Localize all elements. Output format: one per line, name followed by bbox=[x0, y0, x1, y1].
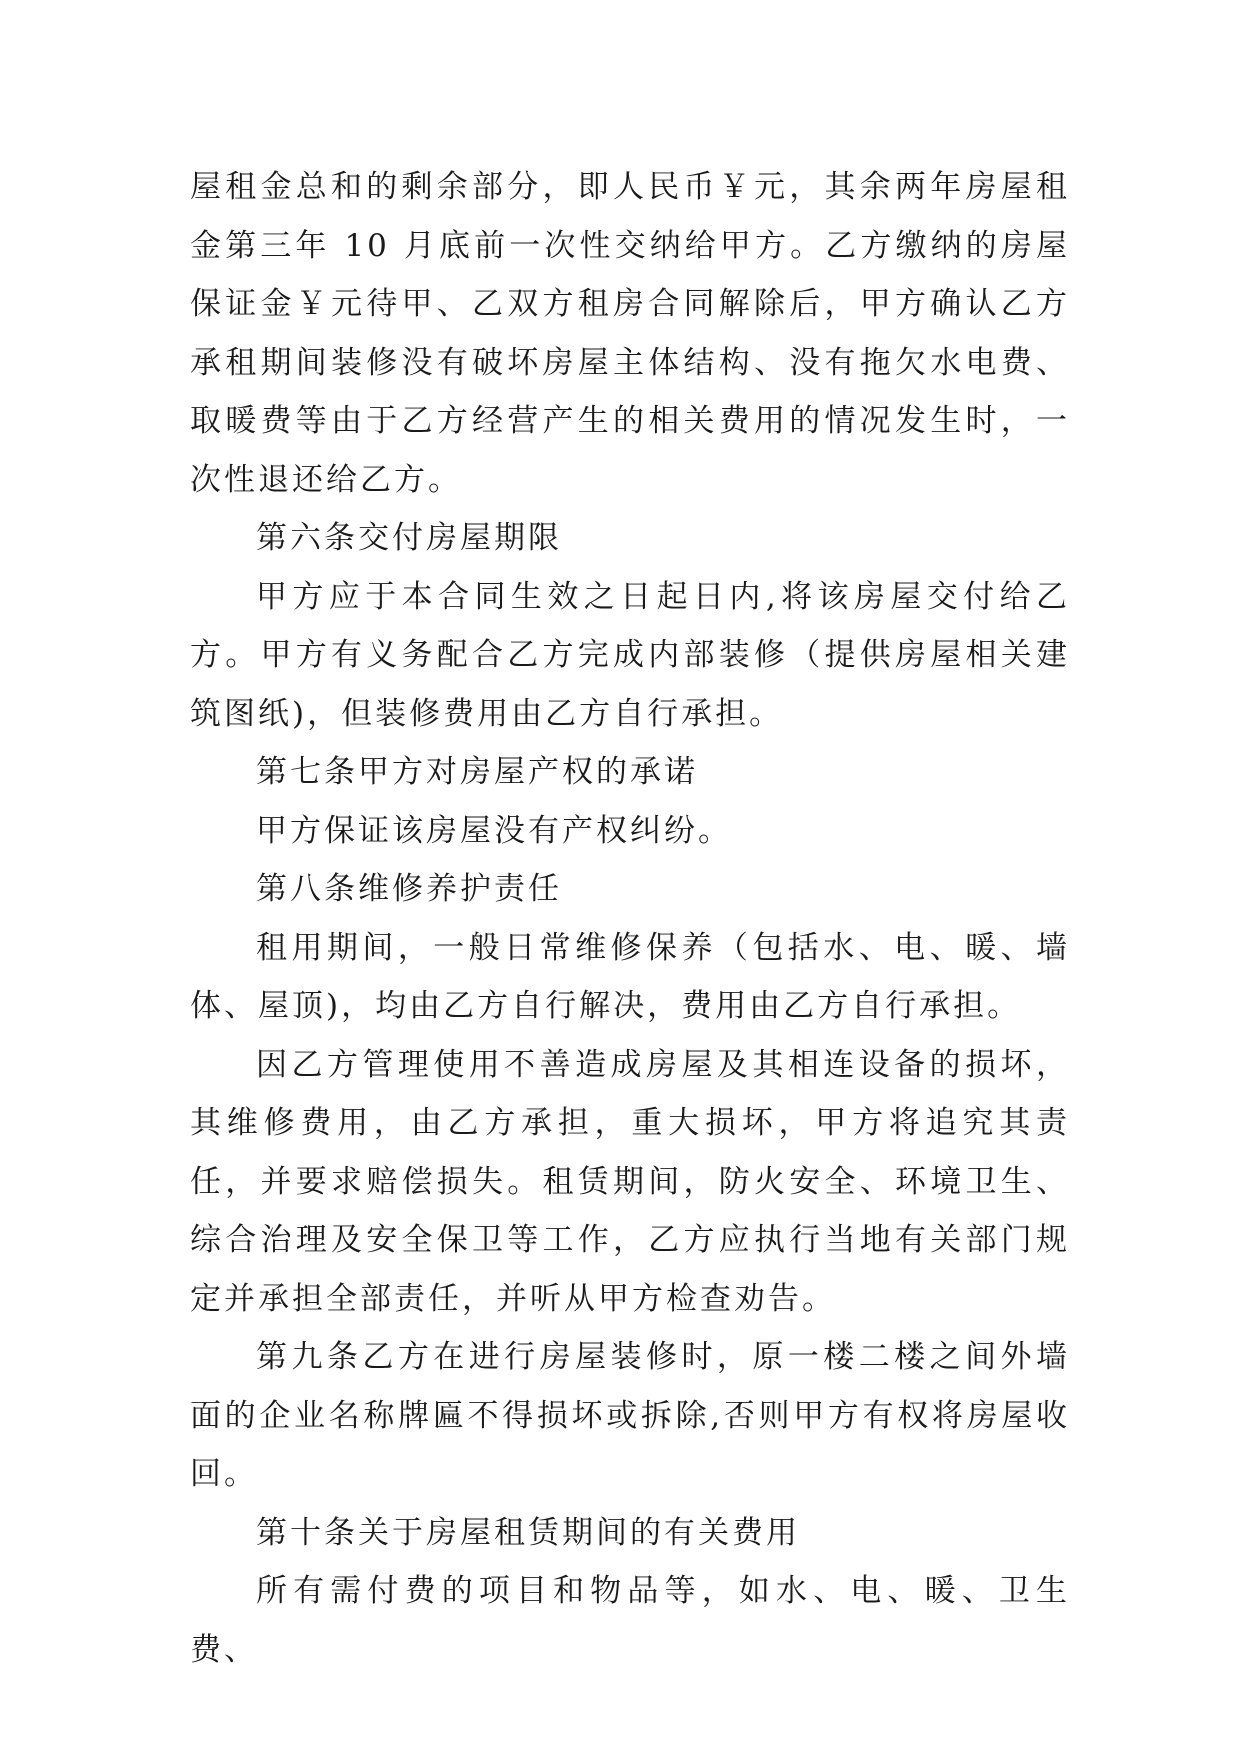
article-6-heading: 第六条交付房屋期限 bbox=[256, 520, 562, 556]
paragraph-daily-maintenance: 租用期间，一般日常维修保养（包括水、电、暖、墙体、屋顶)，均由乙方自行解决，费用由乙方自行承担。 bbox=[190, 929, 1070, 1024]
document-body bbox=[190, 158, 1070, 1679]
paragraph-property-guarantee: 甲方保证该房屋没有产权纠纷。 bbox=[256, 812, 732, 849]
article-9-paragraph: 第九条乙方在进行房屋装修时，原一楼二楼之间外墙面的企业名称牌匾不得损坏或拆除,否则甲方有权将房屋收回。 bbox=[190, 1339, 1070, 1492]
article-10-heading: 第十条关于房屋租赁期间的有关费用 bbox=[256, 1514, 800, 1551]
paragraph-deposit-terms: 屋租金总和的剩余部分，即人民币￥元，其余两年房屋租金第三年 10 月底前一次性交纳给甲方。乙方缴纳的房屋保证金￥元待甲、乙双方租房合同解除后，甲方确认乙方承租期间装修没有破坏房屋主体结构、没有拖欠水电费、取暖费等由于乙方经营产生的相关费用的情况发生时，一次性退还给乙方。 bbox=[190, 169, 1070, 498]
paragraph-delivery-terms: 甲方应于本合同生效之日起日内,将该房屋交付给乙方。甲方有义务配合乙方完成内部装修（提供房屋相关建筑图纸)，但装修费用由乙方自行承担。 bbox=[190, 578, 1070, 732]
paragraph-damage-liability: 因乙方管理使用不善造成房屋及其相连设备的损坏，其维修费用，由乙方承担，重大损坏，甲方将追究其责任，并要求赔偿损失。租赁期间，防火安全、环境卫生、综合治理及安全保卫等工作，乙方应执行当地有关部门规定并承担全部责任，并听从甲方检查劝告。 bbox=[190, 1046, 1070, 1317]
article-7-heading: 第七条甲方对房屋产权的承诺 bbox=[256, 754, 698, 790]
article-8-heading: 第八条维修养护责任 bbox=[256, 871, 562, 907]
paragraph-fees: 所有需付费的项目和物品等，如水、电、暖、卫生费、 bbox=[190, 1573, 1070, 1668]
